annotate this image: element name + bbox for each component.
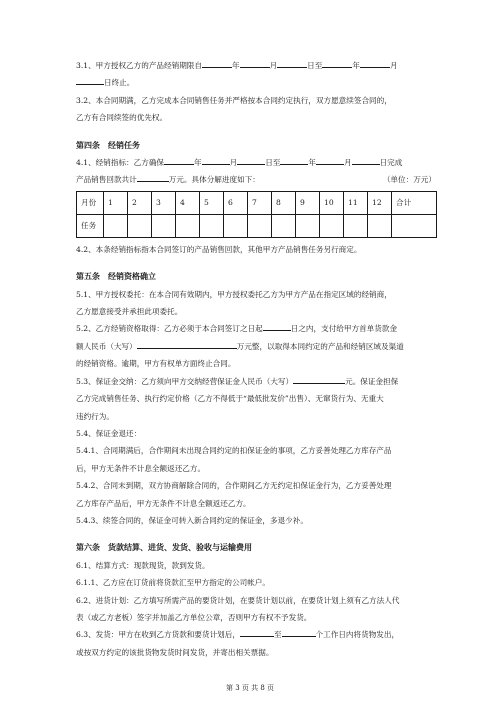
table-cell: 11 [344, 191, 368, 214]
clause-5-3-cont2: 违约行为。 [76, 411, 114, 421]
unit-note: （单位：万元） [382, 175, 436, 185]
blank-field [240, 58, 270, 68]
clause-5-4-2: 5.4.2、合同未到期，双方协商解除合同的，合作期间乙方无约定扣保证金行为，乙方妥善处理 [76, 481, 392, 491]
table-cell [104, 214, 128, 237]
blank-field [202, 155, 230, 165]
table-cell: 1 [104, 191, 128, 214]
blank-field [277, 58, 307, 68]
clause-5-4-3: 5.4.3、续签合同的，保证金可转入新合同约定的保证金，多退少补。 [76, 515, 308, 525]
clause-5-2-cont: 额人民币（大写） 万元整，以取得本同约定的产品和经销区域及渠道 [76, 338, 436, 355]
table-cell [176, 214, 200, 237]
table-cell [368, 214, 392, 237]
clause-6-2-cont: 表（或乙方老板）签字并加盖乙方单位公章，否则甲方有权不予发货。 [76, 612, 312, 622]
blank-field [237, 155, 265, 165]
table-cell: 月份 [77, 191, 104, 214]
clause-5-4-2-cont: 乙方库存产品后，甲方无条件不计息全额返还乙方。 [76, 498, 251, 508]
blank-field [164, 155, 194, 165]
blank-field [352, 155, 380, 165]
clause-4-2: 4.2、本条经销指标指本合同签订的产品销售回款，其他甲方产品销售任务另行商定。 [76, 244, 362, 254]
page-number-footer: 第 3 页 共 8 页 [225, 684, 275, 692]
clause-6-heading: 第六条 货款结算、进货、发货、验收与运输费用 [76, 542, 252, 553]
clause-5-2: 5.2、乙方经销资格取得：乙方必须于本合同签订之日起 日之内，支付给甲方首单货款金 [76, 320, 436, 337]
table-row [77, 191, 437, 214]
clause-5-3: 5.3、保证金交纳：乙方须向甲方交纳经营保证金人民币（大写） 元。保证金担保 [76, 373, 436, 390]
blank-field [137, 172, 169, 182]
clause-5-1-cont: 乙方愿意接受并承担此项委托。 [76, 307, 183, 317]
table-cell: 6 [224, 191, 248, 214]
clause-4-1-cont: 产品销售回款共计 万元。具体分解进度如下： （单位：万元） [76, 171, 436, 188]
clause-6-1: 6.1、结算方式：现款现货，款到发货。 [76, 560, 210, 570]
clause-4-heading: 第四条 经销任务 [76, 139, 140, 150]
table-row [77, 214, 437, 237]
clause-5-4-1: 5.4.1、合同期满后，合作期间未出现合同约定的扣保证金的事项，乙方妥善处理乙方库存产品 [76, 446, 392, 456]
table-cell [152, 214, 176, 237]
table-cell [392, 214, 437, 237]
table-cell [344, 214, 368, 237]
clause-5-1: 5.1、甲方授权委托：在本合同有效期内，甲方授权委托乙方为甲方产品在指定区域的经销商， [76, 289, 392, 299]
table-cell [200, 214, 224, 237]
blank-field [240, 627, 274, 637]
clause-3-2-cont: 乙方有合同续签的优先权。 [76, 113, 168, 123]
clause-6-3-cont: 或按双方约定的该批货物发货时间发货，并寄出相关票据。 [76, 647, 274, 657]
blank-field [282, 627, 316, 637]
table-cell [296, 214, 320, 237]
clause-5-3-cont: 乙方完成销售任务、执行约定价格（乙方不得低于“最低批发价”出售）、无窜货行为、无重大 [76, 394, 384, 404]
table-cell: 3 [152, 191, 176, 214]
table-cell [248, 214, 272, 237]
blank-field [263, 321, 291, 331]
table-cell: 任务 [77, 214, 104, 237]
clause-5-heading: 第五条 经销资格确立 [76, 271, 156, 282]
clause-3-1: 3.1、甲方授权乙方的产品经销期限自 年 月 日至 年 月 [76, 57, 436, 74]
table-cell: 7 [248, 191, 272, 214]
blank-field [322, 58, 352, 68]
blank-field [76, 75, 104, 85]
table-cell: 5 [200, 191, 224, 214]
table-cell: 9 [296, 191, 320, 214]
clause-5-4-1-cont: 后，甲方无条件不计息全额返还乙方。 [76, 463, 206, 473]
table-cell [272, 214, 296, 237]
clause-6-2: 6.2、进货计划：乙方填写所需产品的要货计划，在要货计划以前，在要货计划上须有乙方法人代 [76, 595, 400, 605]
blank-field [293, 374, 345, 384]
clause-3-2: 3.2、本合同期满，乙方完成本合同销售任务并严格按本合同约定执行，双方愿意续签合同的， [76, 95, 392, 105]
sales-plan-table [76, 191, 437, 238]
clause-5-4: 5.4、保证金退还： [76, 428, 142, 438]
blank-field [202, 58, 232, 68]
clause-4-1: 4.1、经销指标：乙方确保 年 月 日至 年 月 日完成 [76, 154, 436, 171]
blank-field [360, 58, 390, 68]
table-cell: 8 [272, 191, 296, 214]
clause-5-2-cont2: 的经销资格。逾期，甲方有权单方面终止合同。 [76, 359, 236, 369]
blank-field [280, 155, 308, 165]
document-body [76, 57, 436, 661]
table-cell: 合计 [392, 191, 437, 214]
blank-field [316, 155, 344, 165]
clause-6-3: 6.3、发货：甲方在收到乙方货款和要货计划后， 至 个工作日内将货物发出， [76, 626, 436, 643]
clause-6-1-1: 6.1.1、乙方应在订货前将货款汇至甲方指定的公司帐户。 [76, 578, 270, 588]
table-cell [320, 214, 344, 237]
table-cell: 12 [368, 191, 392, 214]
table-cell: 10 [320, 191, 344, 214]
table-cell: 2 [128, 191, 152, 214]
table-cell: 4 [176, 191, 200, 214]
clause-3-1-cont: 日终止。 [76, 74, 436, 91]
table-cell [128, 214, 152, 237]
blank-field [137, 339, 237, 349]
table-cell [224, 214, 248, 237]
